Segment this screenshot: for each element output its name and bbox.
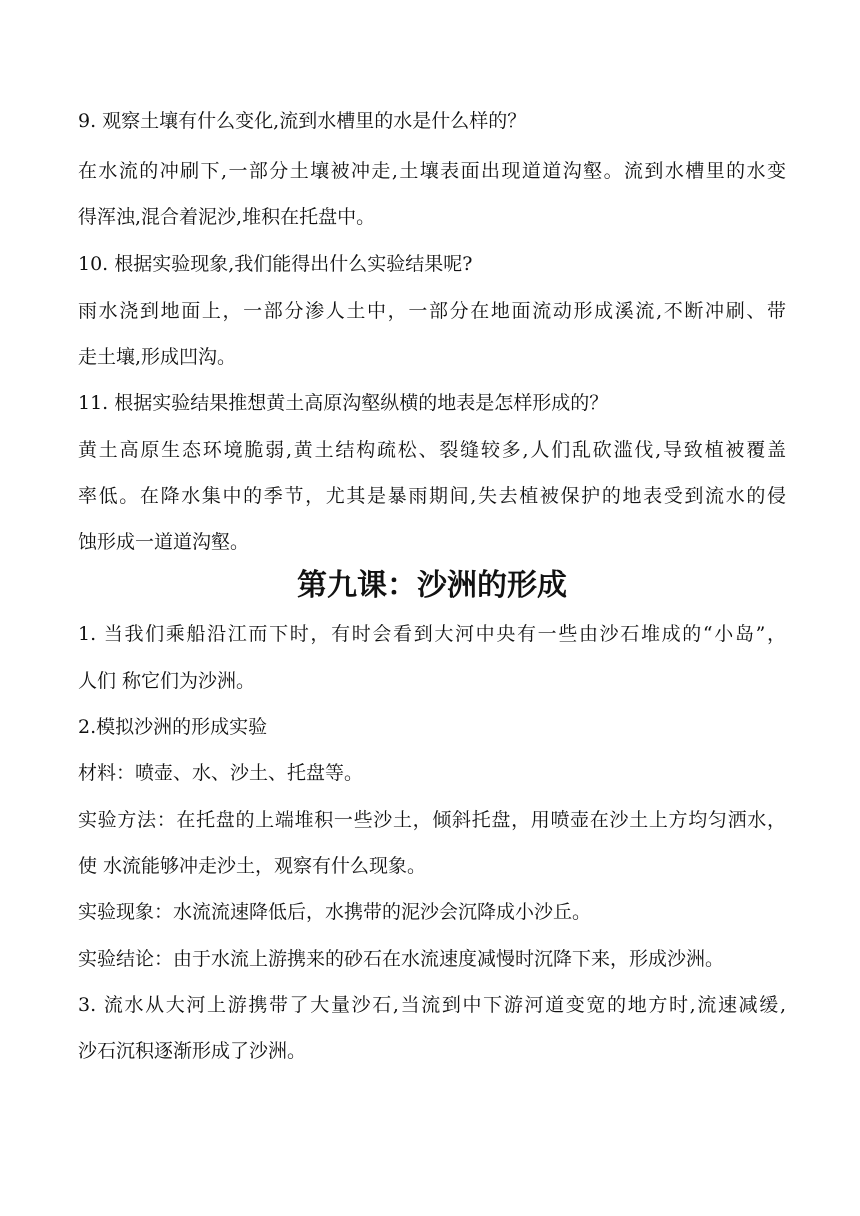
lesson-point-2: 2.模拟沙洲的形成实验 [78,716,268,738]
question-11: 11. 根据实验结果推想黄土高原沟壑纵横的地表是怎样形成的？ [78,392,609,414]
answer-11-line-2: 率低。在降水集中的季节，尤其是暴雨期间,失去植被保护的地表受到流水的侵 [78,485,786,507]
lesson-point-3-line-1: 3. 流水从大河上游携带了大量沙石,当流到中下游河道变宽的地方时,流速减缓, [78,994,786,1016]
lesson-title: 第九课：沙洲的形成 [297,568,567,603]
answer-10-line-1: 雨水浇到地面上，一部分渗人土中，一部分在地面流动形成溪流,不断冲刷、带 [78,300,786,322]
lesson-point-3-line-2: 沙石沉积逐渐形成了沙洲。 [78,1040,307,1062]
answer-9-line-1: 在水流的冲刷下,一部分土壤被冲走,土壤表面出现道道沟壑。流到水槽里的水变 [78,160,786,182]
answer-10-line-2: 走土壤,形成凹沟。 [78,346,237,368]
method-line-2: 使 水流能够冲走沙土，观察有什么现象。 [78,855,427,877]
conclusion-text: 实验结论：由于水流上游携来的砂石在水流速度减慢时沉降下来，形成沙洲。 [78,948,725,970]
answer-11-line-3: 蚀形成一道道沟壑。 [78,531,250,553]
method-line-1: 实验方法：在托盘的上端堆积一些沙土，倾斜托盘，用喷壶在沙土上方均匀洒水， [78,809,786,831]
answer-9-line-2: 得浑浊,混合着泥沙,堆积在托盘中。 [78,206,376,228]
question-9: 9. 观察土壤有什么变化,流到水槽里的水是什么样的？ [78,110,527,132]
lesson-point-1-line-2: 人们 称它们为沙洲。 [78,670,256,692]
lesson-point-1-line-1: 1. 当我们乘船沿江而下时，有时会看到大河中央有一些由沙石堆成的“小岛”， [78,623,786,645]
phenomenon-text: 实验现象：水流流速降低后，水携带的泥沙会沉降成小沙丘。 [78,901,592,923]
answer-11-line-1: 黄土高原生态环境脆弱,黄土结构疏松、裂缝较多,人们乱砍滥伐,导致植被覆盖 [78,439,786,461]
materials-text: 材料：喷壶、水、沙土、托盘等。 [78,762,364,784]
question-10: 10. 根据实验现象,我们能得出什么实验结果呢? [78,253,473,275]
